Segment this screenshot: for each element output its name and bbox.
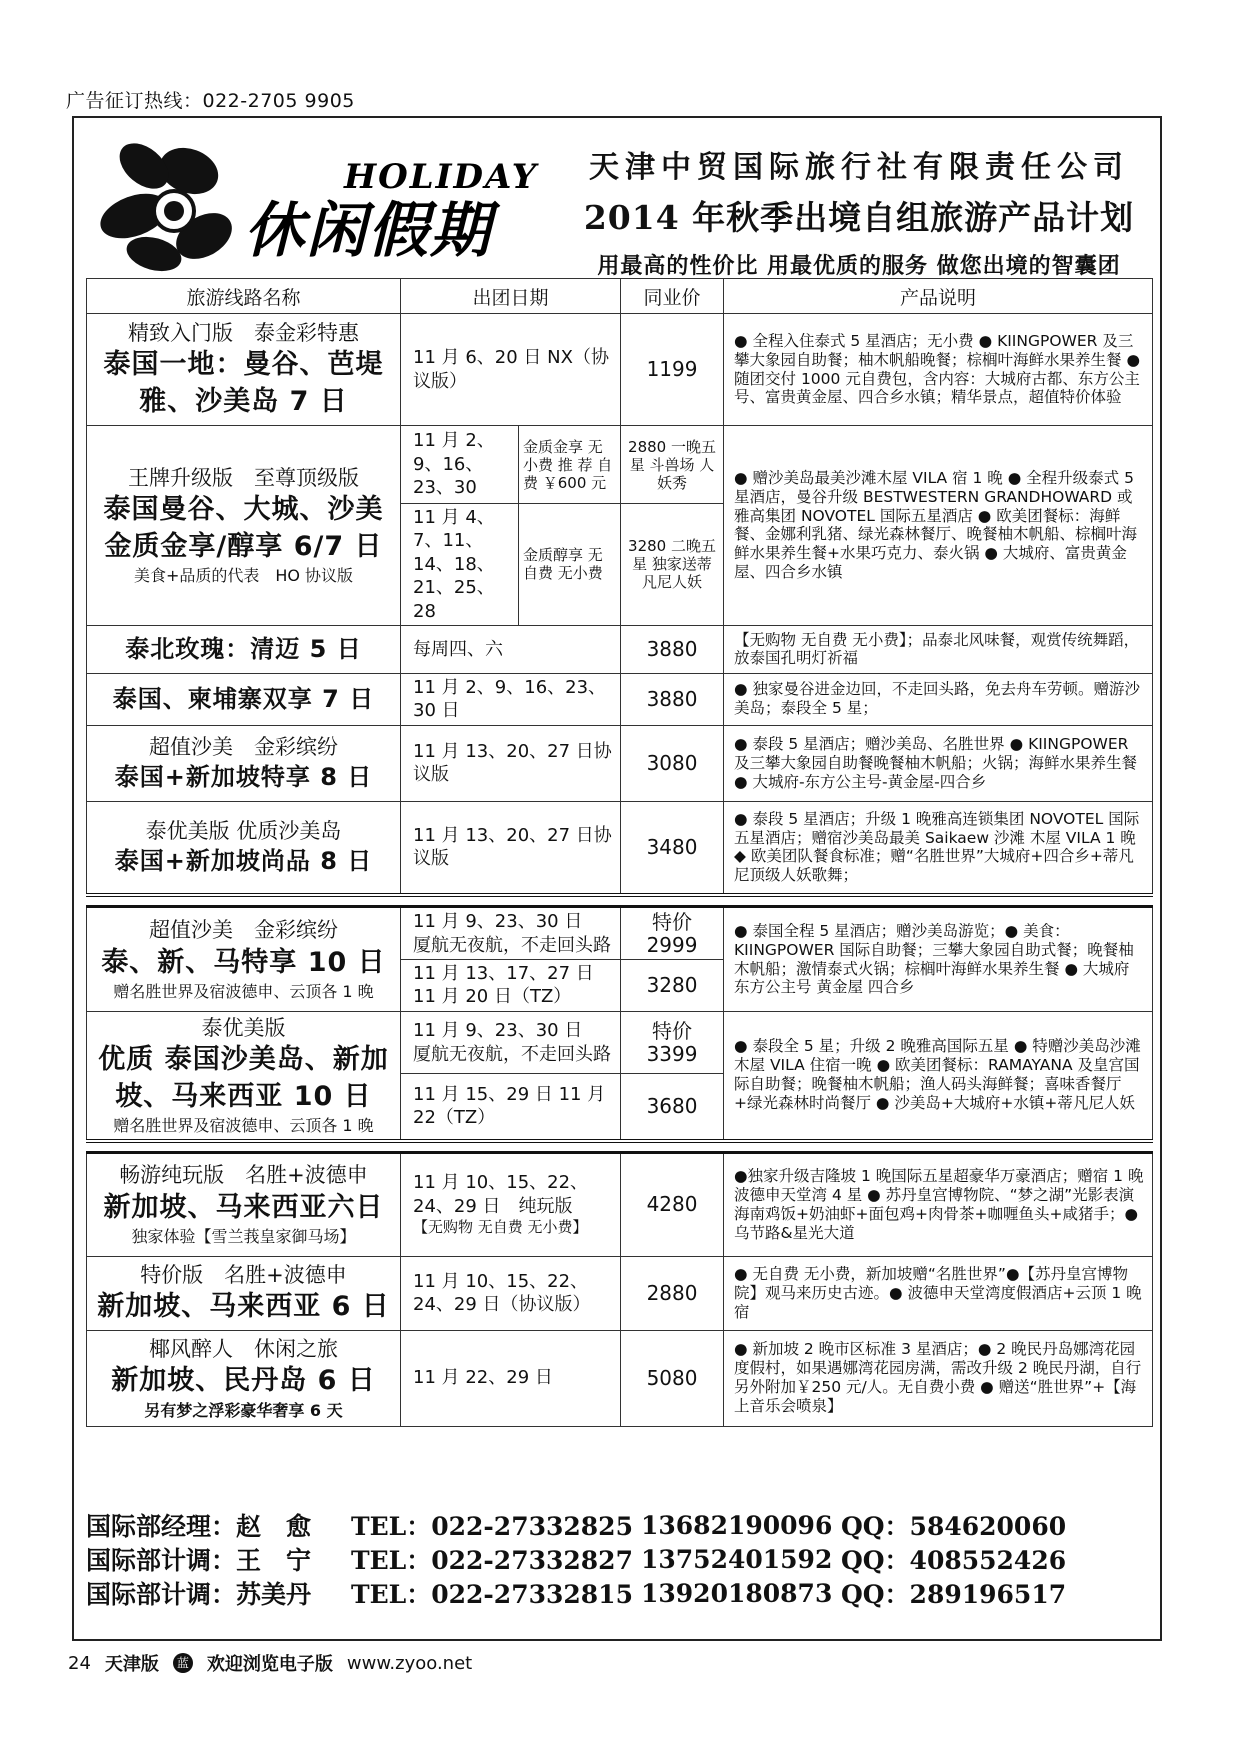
- tour-date-text: 11 月 10、15、22、24、29 日 纯玩版: [413, 1172, 589, 1217]
- plan-title: 2014 年秋季出境自组旅游产品计划: [583, 198, 1135, 237]
- contact-role: 国际部经理：赵 愈: [86, 1512, 312, 1541]
- route-name: [87, 907, 401, 1012]
- contact-tel: TEL：022-27332825: [351, 1512, 633, 1541]
- table-row: [87, 314, 1153, 426]
- table-row: [87, 1256, 1153, 1330]
- tour-desc: ● 新加坡 2 晚市区标准 3 星酒店；● 2 晚民丹岛娜湾花园度假村，如果遇娜湾花园房满，需改升级 2 晚民丹湖，自行另外附加￥250 元/人。无自费小费 ● 赠送“胜世界”+【海上音乐会喷泉】: [724, 1330, 1153, 1426]
- route-title: 泰国+新加坡尚品 8 日: [114, 847, 373, 876]
- route-sub: 精致入门版 泰金彩特惠: [128, 320, 359, 345]
- tour-price: 3880: [621, 673, 724, 725]
- col-route: 旅游线路名称: [87, 279, 401, 314]
- route-title: 优质 泰国沙美岛、新加坡、马来西亚 10 日: [98, 1044, 389, 1112]
- ad-frame: [72, 116, 1162, 1641]
- tour-price: 3880: [621, 625, 724, 673]
- contact-qq: QQ：289196517: [841, 1580, 1067, 1609]
- tour-date: [401, 1152, 621, 1256]
- tour-price: 3280: [621, 960, 724, 1012]
- tour-date-note: 【无购物 无自费 无小费】: [413, 1218, 588, 1237]
- company-block: [564, 142, 1154, 280]
- divider-line: [87, 895, 1153, 907]
- tour-date: 11 月 13、20、27 日协议版: [401, 725, 621, 801]
- tour-desc: ● 泰国全程 5 星酒店；赠沙美岛游览；● 美食：KIINGPOWER 国际自助餐；三攀大象园自助式餐；晚餐柚木帆船；激情泰式火锅；棕榈叶海鲜水果养生餐 ● 大城府 东方公主号 黄金屋 四合乡: [724, 907, 1153, 1012]
- tour-date: 每周四、六: [401, 625, 621, 673]
- contact-role: 国际部计调：王 宁: [86, 1546, 312, 1575]
- page-footer: [68, 1650, 472, 1676]
- route-title: 新加坡、马来西亚 6 日: [97, 1291, 390, 1323]
- tour-date: 11 月 22、29 日: [401, 1330, 621, 1426]
- edition-label: 天津版: [104, 1654, 159, 1675]
- tour-price: 3080: [621, 725, 724, 801]
- tour-price: 特价 3399: [621, 1011, 724, 1073]
- route-name: [87, 426, 401, 626]
- tour-price: 3280 二晚五星 独家送蒂凡尼人妖: [621, 504, 724, 626]
- contact-row: [86, 1542, 1152, 1576]
- section-divider: [87, 895, 1153, 907]
- route-title: 泰国曼谷、大城、沙美金质金享/醇享 6/7 日: [103, 494, 384, 562]
- tour-date: 11 月 9、23、30 日 厦航无夜航，不走回头路: [401, 907, 621, 960]
- tour-date: 11 月 13、20、27 日协议版: [401, 801, 621, 895]
- footer-url[interactable]: www.zyoo.net: [346, 1652, 473, 1674]
- col-date: 出团日期: [401, 279, 621, 314]
- table-row: [87, 625, 1153, 673]
- footer-text: 欢迎浏览电子版: [206, 1654, 333, 1675]
- route-name: [87, 1256, 401, 1330]
- tour-desc: ● 泰段 5 星酒店；赠沙美岛、名胜世界 ● KIINGPOWER 及三攀大象园自助餐晚餐柚木帆船；火锅；海鲜水果养生餐 ● 大城府-东方公主号-黄金屋-四合乡: [724, 725, 1153, 801]
- header: [74, 118, 1160, 278]
- tour-date: 11 月 9、23、30 日 厦航无夜航，不走回头路: [401, 1011, 621, 1073]
- table-row: [87, 1330, 1153, 1426]
- table-row: [87, 426, 1153, 504]
- route-name: [87, 1011, 401, 1140]
- tour-date: 11 月 2、9、16、23、30 日: [401, 673, 621, 725]
- route-note: 独家体验【雪兰莪皇家御马场】: [131, 1227, 356, 1247]
- tour-date: 11 月 2、9、16、23、30: [401, 426, 519, 504]
- route-note: 赠名胜世界及宿波德申、云顶各 1 晚: [113, 1116, 374, 1136]
- contact-mobile: 13752401592: [641, 1544, 833, 1574]
- page-number: 24: [68, 1652, 91, 1674]
- contact-qq: QQ：408552426: [841, 1546, 1067, 1575]
- tour-desc: ●独家升级吉隆坡 1 晚国际五星超豪华万豪酒店；赠宿 1 晚波德申天堂湾 4 星 ● 苏丹皇宫博物院、“梦之湖”光影表演海南鸡饭+奶油虾+面包鸡+肉骨茶+咖喱鱼头+咸猪手；● 乌节路&星光大道: [724, 1152, 1153, 1256]
- contact-mobile: 13920180873: [641, 1578, 833, 1608]
- route-sub: 超值沙美 金彩缤纷: [149, 918, 338, 943]
- tour-price: 3480: [621, 801, 724, 895]
- logo-en: HOLIDAY: [344, 157, 538, 197]
- table-row: [87, 1152, 1153, 1256]
- route-note: 美食+品质的代表 HO 协议版: [133, 566, 354, 586]
- route-title: 泰国、柬埔寨双享 7 日: [112, 685, 375, 714]
- section-divider: [87, 1141, 1153, 1153]
- tour-date: 11 月 10、15、22、24、29 日（协议版）: [401, 1256, 621, 1330]
- route-sub: 畅游纯玩版 名胜+波德申: [119, 1163, 368, 1188]
- route-title: 新加坡、马来西亚六日: [103, 1191, 384, 1223]
- tour-option: 金质金享 无小费 推 荐 自 费 ￥600 元: [519, 426, 621, 504]
- route-note: 另有梦之浮彩豪华奢享 6 天: [144, 1400, 343, 1420]
- tour-price: 4280: [621, 1152, 724, 1256]
- route-sub: 椰风醉人 休闲之旅: [149, 1336, 338, 1361]
- tour-desc: 【无购物 无自费 无小费】；品泰北风味餐，观赏传统舞蹈，放泰国孔明灯祈福: [724, 625, 1153, 673]
- tour-option: 金质醇享 无自费 无小费: [519, 504, 621, 626]
- tour-price: 2880: [621, 1256, 724, 1330]
- tour-desc: ● 独家曼谷进金边回，不走回头路，免去舟车劳顿。赠游沙美岛；泰段全 5 星；: [724, 673, 1153, 725]
- tour-desc: ● 全程入住泰式 5 星酒店；无小费 ● KIINGPOWER 及三攀大象园自助餐；柚木帆船晚餐；棕榈叶海鲜水果养生餐 ● 随团交付 1000 元自费包，含内容：大城府古都、东方公主号、富贵黄金屋、四合乡水镇；精华景点，超值特价体验: [724, 314, 1153, 426]
- tour-date: 11 月 4、7、11、14、18、21、25、28: [401, 504, 519, 626]
- holiday-logo: [94, 136, 614, 276]
- tour-desc: ● 无自费 无小费，新加坡赠“名胜世界”●【苏丹皇宫博物院】观马来历史古迹。● 波德申天堂湾度假酒店+云顶 1 晚宿: [724, 1256, 1153, 1330]
- route-sub: 泰优美版: [201, 1015, 286, 1040]
- route-name: [87, 625, 401, 673]
- tour-price: 2880 一晚五星 斗兽场 人妖秀: [621, 426, 724, 504]
- route-name: [87, 314, 401, 426]
- col-desc: 产品说明: [724, 279, 1153, 314]
- edition-badge-icon: 蓝: [173, 1653, 193, 1673]
- contact-tel: TEL：022-27332815: [351, 1580, 633, 1609]
- route-name: [87, 725, 401, 801]
- tour-price: 特价 2999: [621, 907, 724, 960]
- route-note: 赠名胜世界及宿波德申、云顶各 1 晚: [113, 982, 374, 1002]
- divider-line: [87, 1141, 1153, 1153]
- table-row: [87, 725, 1153, 801]
- route-title: 新加坡、民丹岛 6 日: [111, 1365, 376, 1397]
- contact-role: 国际部计调：苏美丹: [86, 1580, 312, 1609]
- table-row: [87, 801, 1153, 895]
- company-name: 天津中贸国际旅行社有限责任公司: [589, 150, 1129, 185]
- tour-price: 1199: [621, 314, 724, 426]
- route-sub: 超值沙美 金彩缤纷: [149, 734, 338, 759]
- route-title: 泰、新、马特享 10 日: [101, 946, 386, 978]
- route-title: 泰北玫瑰：清迈 5 日: [125, 635, 362, 664]
- table-header: [87, 279, 1153, 314]
- logo-cn: 休闲假期: [244, 196, 492, 266]
- flower-icon: [94, 136, 240, 276]
- route-sub: 王牌升级版 至尊顶级版: [128, 466, 359, 491]
- tour-desc: ● 赠沙美岛最美沙滩木屋 VILA 宿 1 晚 ● 全程升级泰式 5 星酒店，曼谷升级 BESTWESTERN GRANDHOWARD 或 雅高集团 NOVOTEL 国际五星酒店 ● 欧美团餐标：海鲜餐、金娜利乳猪、绿光森林餐厅、晚餐柚木帆船、棕榈叶海鲜水果养生餐+水果巧克力、泰火锅 ● 大城府、富贵黄金屋、四合乡水镇: [724, 426, 1153, 626]
- slogan: 用最高的性价比 用最优质的服务 做您出境的智囊团: [597, 254, 1121, 279]
- contact-qq: QQ：584620060: [841, 1512, 1067, 1541]
- tour-date: 11 月 6、20 日 NX（协议版）: [401, 314, 621, 426]
- route-title: 泰国+新加坡特享 8 日: [114, 763, 373, 792]
- contact-mobile: 13682190096: [641, 1510, 833, 1540]
- tour-table: [86, 278, 1153, 1427]
- tour-date: 11 月 13、17、27 日 11 月 20 日（TZ）: [401, 960, 621, 1012]
- col-price: 同业价: [621, 279, 724, 314]
- route-sub: 特价版 名胜+波德申: [140, 1262, 347, 1287]
- tour-price: 5080: [621, 1330, 724, 1426]
- contact-row: [86, 1576, 1152, 1610]
- tour-price: 3680: [621, 1074, 724, 1141]
- route-name: [87, 1152, 401, 1256]
- route-sub: 泰优美版 优质沙美岛: [145, 819, 342, 844]
- contact-row: [86, 1508, 1152, 1542]
- tour-desc: ● 泰段 5 星酒店；升级 1 晚雅高连锁集团 NOVOTEL 国际五星酒店；赠宿沙美岛最美 Saikaew 沙滩 木屋 VILA 1 晚 ◆ 欧美团队餐食标准；赠“名胜世界”大城府+四合乡+蒂凡尼顶级人妖歌舞；: [724, 801, 1153, 895]
- route-name: [87, 801, 401, 895]
- tour-date: 11 月 15、29 日 11 月 22（TZ）: [401, 1074, 621, 1141]
- table-row: [87, 1011, 1153, 1073]
- route-title: 泰国一地：曼谷、芭堤雅、沙美岛 7 日: [103, 349, 384, 417]
- table-row: [87, 907, 1153, 960]
- tour-desc: ● 泰段全 5 星；升级 2 晚雅高国际五星 ● 特赠沙美岛沙滩木屋 VILA 住宿一晚 ● 欧美团餐标：RAMAYANA 及皇宫国际自助餐；晚餐柚木帆船；渔人码头海鲜餐；喜味香餐厅+绿光森林时尚餐厅 ● 沙美岛+大城府+水镇+蒂凡尼人妖: [724, 1011, 1153, 1140]
- ad-hotline: 广告征订热线：022-2705 9905: [66, 90, 355, 112]
- contact-block: [86, 1508, 1152, 1610]
- route-name: [87, 1330, 401, 1426]
- route-name: [87, 673, 401, 725]
- table-row: [87, 673, 1153, 725]
- contact-tel: TEL：022-27332827: [351, 1546, 633, 1575]
